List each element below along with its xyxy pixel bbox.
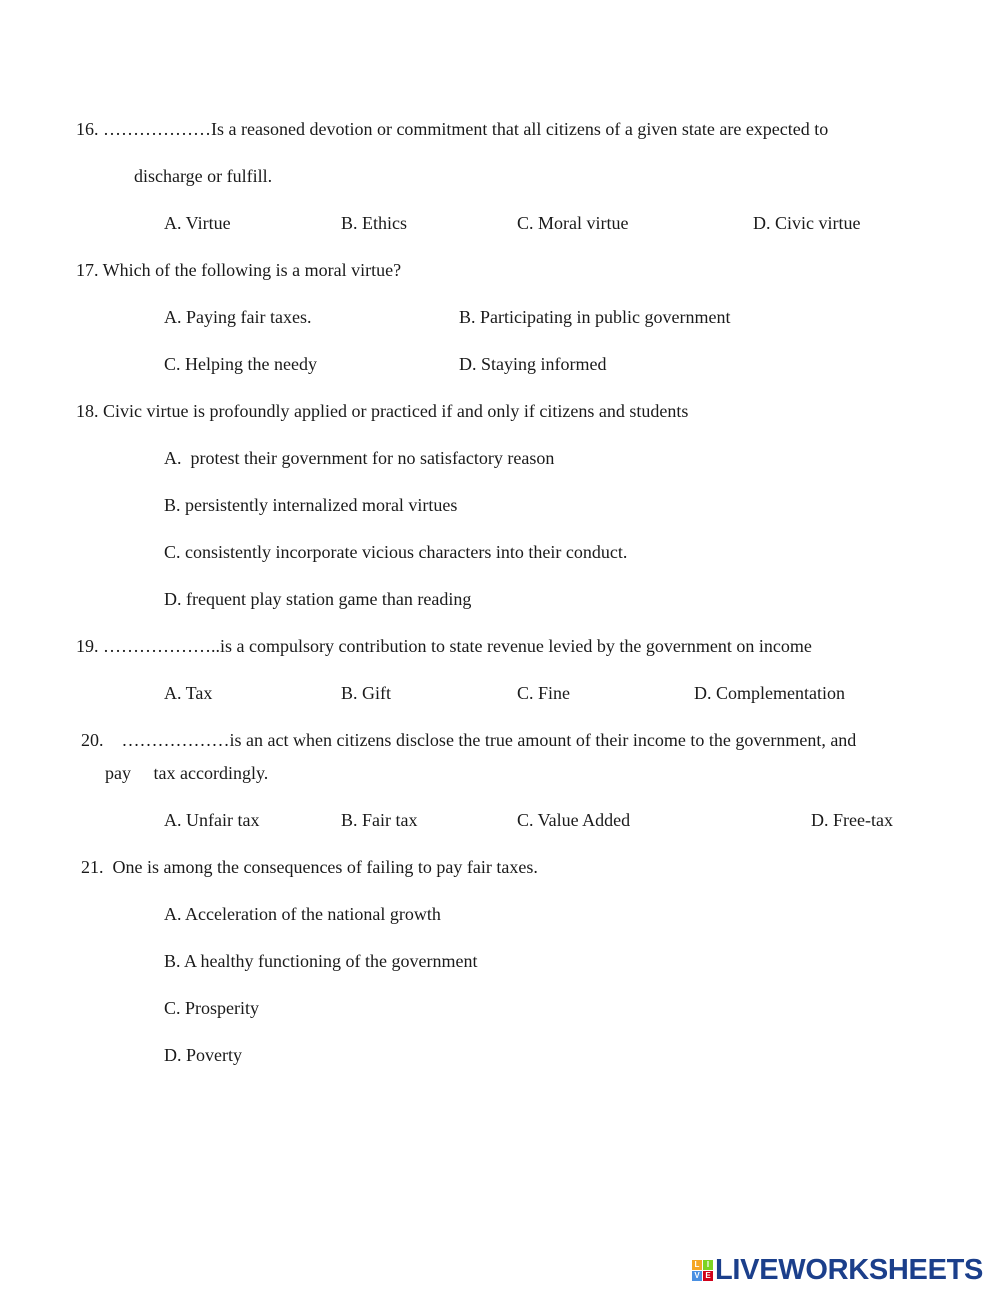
q18-option-d[interactable]: D. frequent play station game than reading bbox=[164, 589, 472, 609]
q20-option-d[interactable]: D. Free-tax bbox=[811, 810, 893, 830]
q16-option-d[interactable]: D. Civic virtue bbox=[753, 213, 861, 233]
q19-option-d[interactable]: D. Complementation bbox=[694, 683, 845, 703]
q19-stem: 19. ………………..is a compulsory contribution to state revenue levied by the government on income bbox=[76, 636, 812, 656]
q18-option-c[interactable]: C. consistently incorporate vicious characters into their conduct. bbox=[164, 542, 628, 562]
q20-option-c[interactable]: C. Value Added bbox=[517, 810, 631, 830]
q18-option-b[interactable]: B. persistently internalized moral virtues bbox=[164, 495, 458, 515]
q16-option-c[interactable]: C. Moral virtue bbox=[517, 213, 629, 233]
q20-option-b[interactable]: B. Fair tax bbox=[341, 810, 418, 830]
q20-option-a[interactable]: A. Unfair tax bbox=[164, 810, 260, 830]
q16-option-b[interactable]: B. Ethics bbox=[341, 213, 407, 233]
q21-option-c[interactable]: C. Prosperity bbox=[164, 998, 260, 1018]
q20-stem-line2: pay tax accordingly. bbox=[105, 763, 269, 783]
q17-option-c[interactable]: C. Helping the needy bbox=[164, 354, 317, 374]
logo-mark-cell: I bbox=[703, 1260, 713, 1270]
q19-option-b[interactable]: B. Gift bbox=[341, 683, 392, 703]
q20-stem-line1: 20. ………………is an act when citizens disclose the true amount of their income to the government, and bbox=[81, 730, 857, 750]
q17-option-b[interactable]: B. Participating in public government bbox=[459, 307, 731, 327]
q18-stem: 18. Civic virtue is profoundly applied or practiced if and only if citizens and students bbox=[76, 401, 689, 421]
q21-stem: 21. One is among the consequences of failing to pay fair taxes. bbox=[81, 857, 538, 877]
q17-option-d[interactable]: D. Staying informed bbox=[459, 354, 607, 374]
q21-option-a[interactable]: A. Acceleration of the national growth bbox=[164, 904, 441, 924]
q21-option-d[interactable]: D. Poverty bbox=[164, 1045, 242, 1065]
q19-option-c[interactable]: C. Fine bbox=[517, 683, 571, 703]
q16-stem-line2: discharge or fulfill. bbox=[134, 166, 273, 186]
logo-mark-cell: L bbox=[692, 1260, 702, 1270]
q21-option-b[interactable]: B. A healthy functioning of the government bbox=[164, 951, 478, 971]
q16-option-a[interactable]: A. Virtue bbox=[164, 213, 231, 233]
q17-stem: 17. Which of the following is a moral virtue? bbox=[76, 260, 402, 280]
q18-option-a[interactable]: A. protest their government for no satisfactory reason bbox=[164, 448, 555, 468]
liveworksheets-logo-mark bbox=[692, 1260, 713, 1281]
logo-mark-cell: V bbox=[692, 1271, 702, 1281]
q16-stem-line1: 16. ………………Is a reasoned devotion or commitment that all citizens of a given state are expected to bbox=[76, 119, 829, 139]
logo-mark-cell: E bbox=[703, 1271, 713, 1281]
liveworksheets-logo bbox=[692, 1255, 983, 1285]
q17-option-a[interactable]: A. Paying fair taxes. bbox=[164, 307, 312, 327]
liveworksheets-logo-text: LIVEWORKSHEETS bbox=[715, 1253, 984, 1286]
q19-option-a[interactable]: A. Tax bbox=[164, 683, 213, 703]
